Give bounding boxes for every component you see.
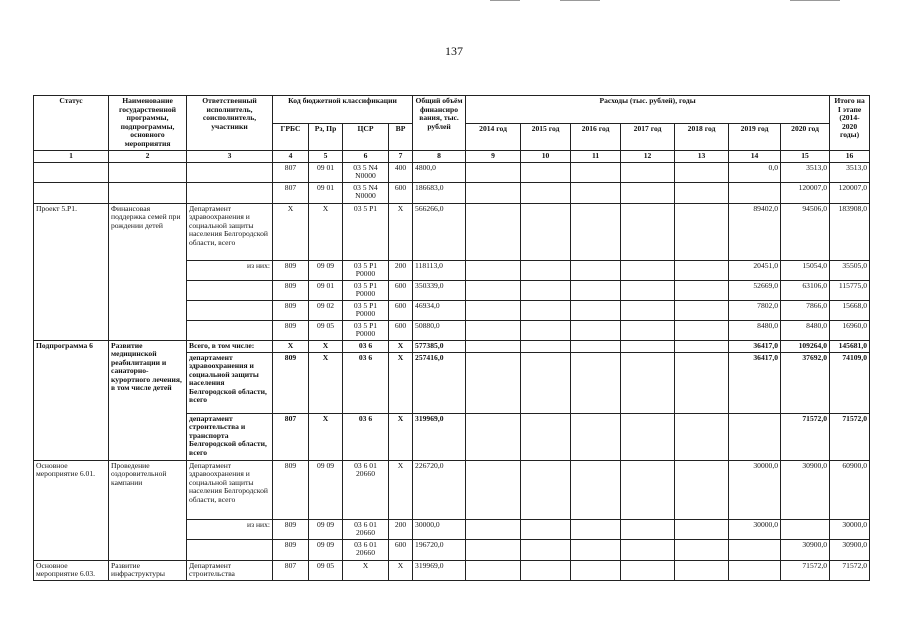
table-row: из них: 809 09 09 03 6 01 20660 200 30000,0 30000,0 30000,0 — [34, 519, 870, 539]
row-status: Основное мероприятие 6.03. — [34, 560, 109, 580]
col-number: 9 — [466, 151, 521, 163]
header-total-volume: Общий объём финансиро вания, тыс. рублей — [413, 96, 466, 151]
col-number: 14 — [729, 151, 781, 163]
table-row: 809 09 09 03 6 01 20660 600 196720,0 30900,0 30900,0 — [34, 539, 870, 560]
top-edge-mark — [790, 0, 840, 1]
header-name: Наименование государственной программы, подпрограммы, основного мероприятия — [109, 96, 187, 151]
table-row: из них: 809 09 09 03 5 Р1 Р0000 200 118113,0 20451,0 15054,0 35505,0 — [34, 260, 870, 280]
row-status: Подпрограмма 6 — [34, 340, 109, 460]
top-edge-mark — [560, 0, 600, 1]
top-edge-mark — [490, 0, 520, 1]
page-number: 137 — [445, 44, 463, 58]
col-number: 12 — [621, 151, 675, 163]
header-budget-code: Код бюджетной классификации — [273, 96, 413, 124]
row-name: Финансовая поддержка семей при рождении детей — [109, 203, 187, 340]
table-row: 807 09 01 03 5 N4 N0000 400 4800,0 0,0 3513,0 3513,0 — [34, 162, 870, 182]
header-vr: ВР — [389, 123, 413, 151]
table-row: департамент здравоохранения и социальной защиты населения Белгородской области, всего 809 Х 03 6 Х 257416,0 36417,0 37692,0 74109,0 — [34, 352, 870, 413]
header-year: 2015 год — [521, 123, 571, 151]
header-year: 2018 год — [675, 123, 729, 151]
row-status: Проект 5.Р1. — [34, 203, 109, 340]
table-row: Проект 5.Р1. Финансовая поддержка семей при рождении детей Департамент здравоохранения и социальной защиты населения Белгородской области, всего Х Х 03 5 Р1 Х 566266,0 89402,0 94506,0 183908,0 — [34, 203, 870, 260]
header-year: 2019 год — [729, 123, 781, 151]
header-rzpr: Рз, Пр — [309, 123, 343, 151]
row-status: Основное мероприятие 6.01. — [34, 460, 109, 560]
row-name: Развитие инфраструктуры — [109, 560, 187, 580]
col-number: 10 — [521, 151, 571, 163]
column-number-row — [34, 151, 870, 163]
header-row — [34, 96, 870, 124]
col-number: 2 — [109, 151, 187, 163]
col-number: 15 — [781, 151, 830, 163]
header-csr: ЦСР — [343, 123, 389, 151]
header-year: 2017 год — [621, 123, 675, 151]
row-name: Проведение оздоровительной кампании — [109, 460, 187, 560]
budget-table — [33, 95, 870, 581]
header-year: 2020 год — [781, 123, 830, 151]
row-name: Развитие медицинской реабилитации и санаторно-курортного лечения, в том числе детей — [109, 340, 187, 460]
col-number: 16 — [830, 151, 870, 163]
col-number: 7 — [389, 151, 413, 163]
row-responsible: Департамент строительства — [187, 560, 273, 580]
table-row: 809 09 05 03 5 Р1 Р0000 600 50880,0 8480,0 8480,0 16960,0 — [34, 320, 870, 340]
col-number: 1 — [34, 151, 109, 163]
col-number: 8 — [413, 151, 466, 163]
row-responsible: Департамент здравоохранения и социальной защиты населения Белгородской области, всего — [187, 460, 273, 519]
col-number: 3 — [187, 151, 273, 163]
header-expenses: Расходы (тыс. рублей), годы — [466, 96, 830, 124]
table-row: департамент строительства и транспорта Белгородской области, всего 807 Х 03 6 Х 319969,0 71572,0 71572,0 — [34, 413, 870, 460]
header-year: 2014 год — [466, 123, 521, 151]
col-number: 13 — [675, 151, 729, 163]
header-status: Статус — [34, 96, 109, 151]
header-grbs: ГРБС — [273, 123, 309, 151]
col-number: 5 — [309, 151, 343, 163]
header-total-stage: Итого на I этапе (2014-2020 годы) — [830, 96, 870, 151]
header-responsible: Ответственный исполнитель, соисполнитель, участники — [187, 96, 273, 151]
col-number: 4 — [273, 151, 309, 163]
header-year: 2016 год — [571, 123, 621, 151]
table-row: Основное мероприятие 6.03. Развитие инфраструктуры Департамент строительства 807 09 05 Х Х 319969,0 71572,0 71572,0 — [34, 560, 870, 580]
row-responsible: Департамент здравоохранения и социальной защиты населения Белгородской области, всего — [187, 203, 273, 260]
table-row: 809 09 01 03 5 Р1 Р0000 600 350339,0 52669,0 63106,0 115775,0 — [34, 280, 870, 300]
col-number: 6 — [343, 151, 389, 163]
table-row: Основное мероприятие 6.01. Проведение оздоровительной кампании Департамент здравоохранения и социальной защиты населения Белгородской области, всего 809 09 09 03 6 01 20660 Х 226720,0 30000,0 30900,0 60900,0 — [34, 460, 870, 519]
row-responsible: Всего, в том числе: — [187, 340, 273, 352]
table-row: 809 09 02 03 5 Р1 Р0000 600 46934,0 7802,0 7866,0 15668,0 — [34, 300, 870, 320]
table-row: Подпрограмма 6 Развитие медицинской реабилитации и санаторно-курортного лечения, в том числе детей Всего, в том числе: Х Х 03 6 Х 577385,0 36417,0 109264,0 145681,0 — [34, 340, 870, 352]
col-number: 11 — [571, 151, 621, 163]
table-row: 807 09 01 03 5 N4 N0000 600 186683,0 120007,0 120007,0 — [34, 182, 870, 203]
